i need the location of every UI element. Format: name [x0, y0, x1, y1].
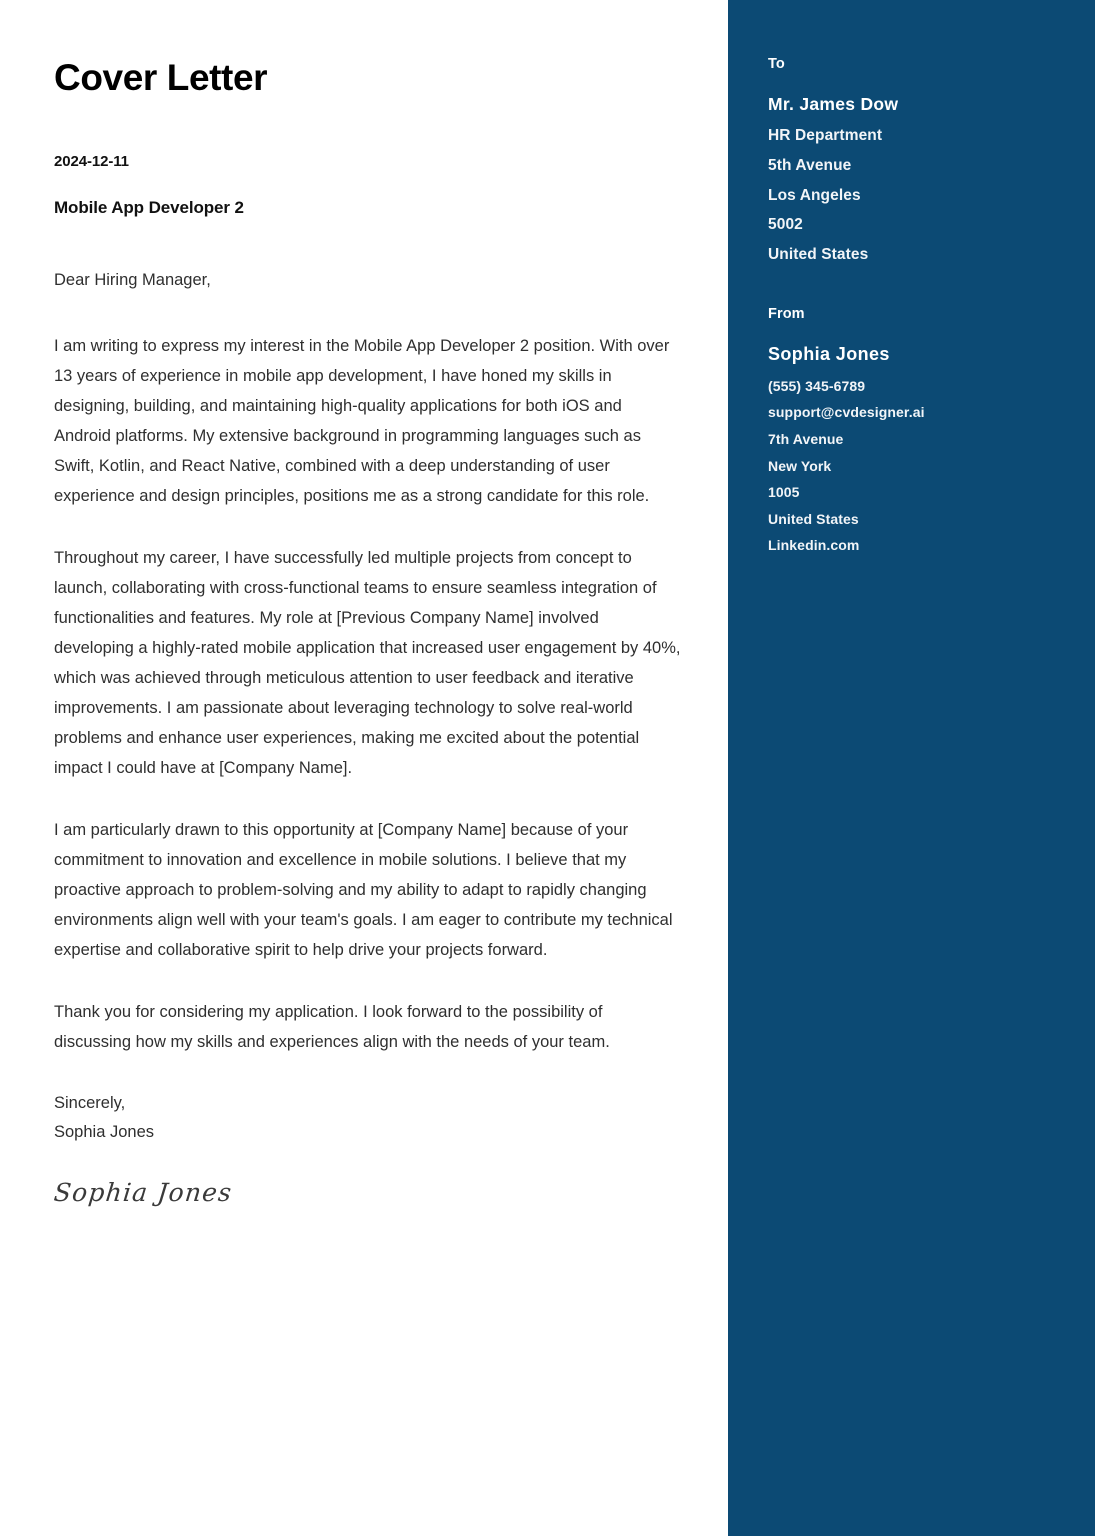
sender-block	[768, 306, 1065, 559]
job-position-title: Mobile App Developer 2	[54, 197, 244, 217]
signature-mark: Sophia Jones	[52, 1177, 234, 1207]
letter-paragraph-3: I am particularly drawn to this opportunity at [Company Name] because of your commitment to innovation and excellence in mobile solutions. I believe that my proactive approach to problem-solving and my ability to adapt to rapidly changing environments align well with your team's goals. I am eager to contribute my technical expertise and collaborative spirit to help drive your projects forward.	[54, 820, 673, 959]
contact-sidebar	[728, 0, 1095, 1536]
closing-block	[54, 1089, 682, 1148]
sender-linkedin[interactable]: Linkedin.com	[768, 537, 860, 554]
page-title: Cover Letter	[54, 57, 268, 98]
recipient-block	[768, 56, 1065, 270]
letter-paragraph-1: I am writing to express my interest in the Mobile App Developer 2 position. With over 13 years of experience in mobile app development, I have honed my skills in designing, building, and maintaining high-quality applications for both iOS and Android platforms. My extensive background in programming languages such as Swift, Kotlin, and React Native, combined with a deep understanding of user experience and design principles, positions me as a strong candidate for this role.	[54, 336, 670, 505]
sender-name: Sophia Jones	[768, 343, 890, 364]
letter-paragraph-4: Thank you for considering my application. I look forward to the possibility of discussing how my skills and experiences align with the needs of your team.	[54, 1002, 610, 1051]
sender-line: 1005	[768, 484, 800, 501]
recipient-line: United States	[768, 246, 869, 263]
letter-date: 2024-12-11	[54, 152, 129, 170]
sender-line: United States	[768, 510, 859, 527]
sender-line: New York	[768, 457, 832, 474]
sender-name: Sophia Jones	[54, 1123, 154, 1142]
recipient-label: To	[768, 56, 785, 72]
salutation: Dear Hiring Manager,	[54, 270, 211, 289]
recipient-line: Los Angeles	[768, 186, 861, 204]
valediction: Sincerely,	[54, 1093, 126, 1112]
recipient-line: 5th Avenue	[768, 156, 852, 174]
recipient-line: HR Department	[768, 127, 883, 144]
sender-label: From	[768, 305, 805, 322]
letter-paragraph-2: Throughout my career, I have successfully led multiple projects from concept to launch, collaborating with cross-functional teams to ensure seamless integration of functionalities and features. My role at [Previous Company Name] involved developing a highly-rated mobile application that increased user engagement by 40%, which was achieved through meticulous attention to user feedback and iterative improvements. I am passionate about leveraging technology to solve real-world problems and enhance user experiences, making me excited about the potential impact I could have at [Company Name].	[54, 548, 681, 777]
recipient-line: 5002	[768, 216, 803, 234]
sender-email[interactable]: support@cvdesigner.ai	[768, 404, 925, 421]
sender-line: 7th Avenue	[768, 430, 844, 447]
recipient-name: Mr. James Dow	[768, 94, 899, 114]
sender-phone[interactable]: (555) 345-6789	[768, 377, 866, 394]
